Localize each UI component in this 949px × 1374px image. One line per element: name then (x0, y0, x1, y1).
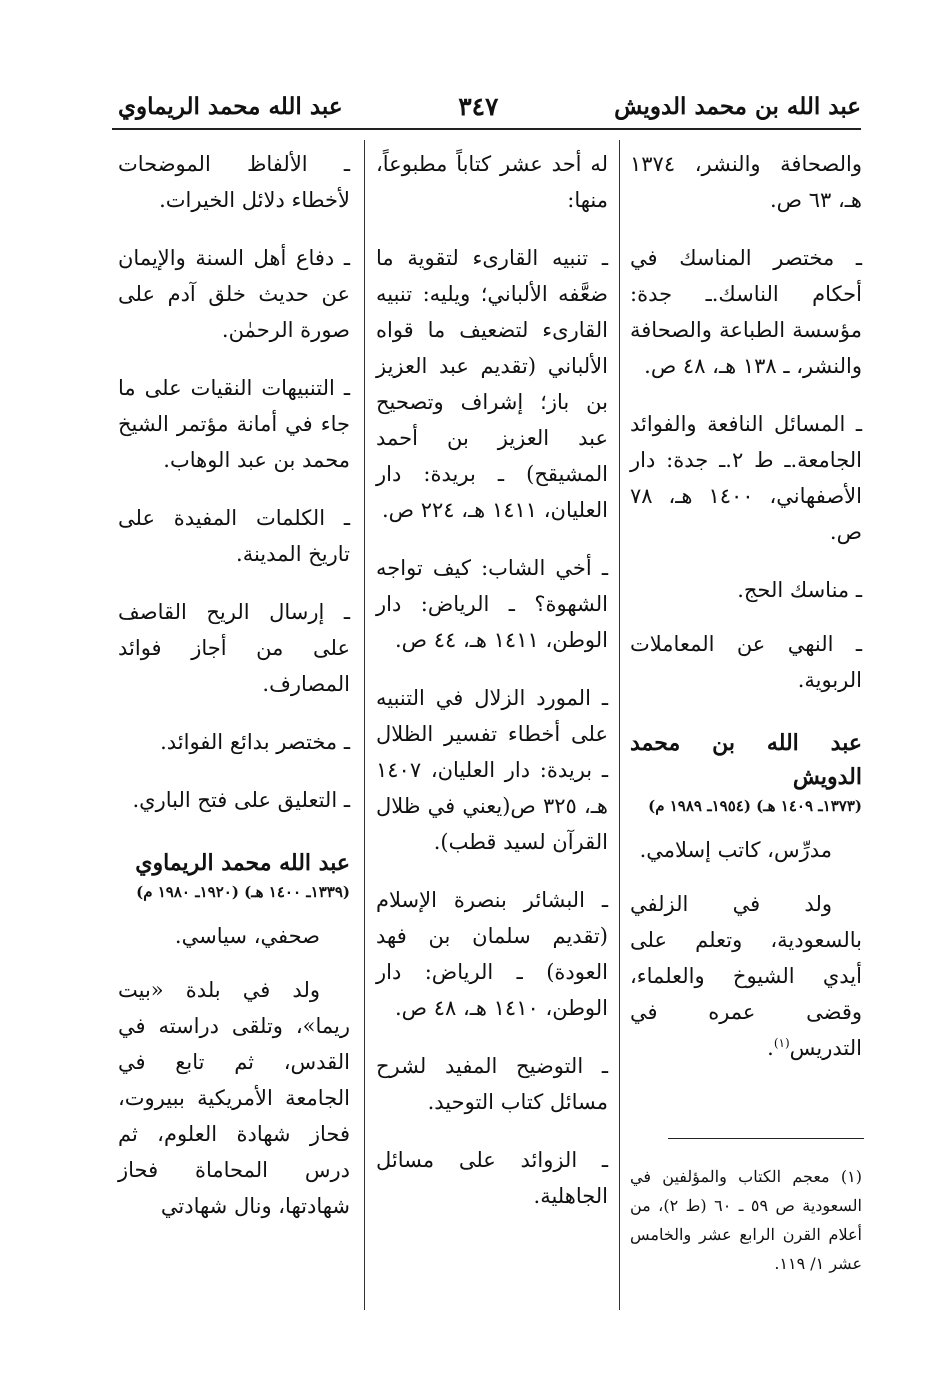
bibliography-entry: ـ مختصر بدائع الفوائد. (160, 730, 350, 754)
biography-text: ولد في بلدة «بيت ريما»، وتلقى دراسته في القدس، ثم تابع في الجامعة الأمريكية ببيروت، فحاز شهادة العلوم، ثم درس المحاماة فحاز شهادتها، ونال شهادتي (118, 978, 350, 1218)
bibliography-entry: ـ الزوائد على مسائل الجاهلية. (376, 1148, 608, 1208)
bibliography-entry: ـ الكلمات المفيدة على تاريخ المدينة. (118, 506, 350, 566)
bibliography-entry: ـ أخي الشاب: كيف تواجه الشهوة؟ ـ الرياض: دار الوطن، ١٤١١ هـ، ٤٤ ص. (376, 556, 608, 652)
running-header (118, 84, 861, 128)
biography-text-end: . (767, 1036, 774, 1060)
page-number: ٣٤٧ (458, 91, 499, 121)
header-right-author: عبد الله بن محمد الدويش (614, 92, 861, 120)
biography-dowaish (630, 726, 862, 1066)
bibliography-entry: ـ دفاع أهل السنة والإيمان عن حديث خلق آدم على صورة الرحمٰن. (118, 246, 350, 342)
biography-role: مدرِّس، كاتب إسلامي. (639, 838, 832, 862)
middle-column (376, 146, 608, 1236)
bibliography-entry: ـ التعليق على فتح الباري. (132, 788, 350, 812)
biography-text-body: ولد في الزلفي بالسعودية، وتعلم على أيدي الشيوخ والعلماء، وقضى عمره في التدريس (630, 892, 862, 1060)
bibliography-entry: ـ المسائل النافعة والفوائد الجامعة.ـ ط ٢.ـ جدة: دار الأصفهاني، ١٤٠٠ هـ، ٧٨ ص. (630, 412, 862, 544)
biography-rimawi (118, 846, 350, 1224)
bibliography-entry: ـ المورد الزلال في التنبيه على أخطاء تفسير الظلال ـ بريدة: دار العليان، ١٤٠٧ هـ، ٣٢٥ ص(يعني في ظلال القرآن لسيد قطب). (376, 686, 608, 854)
header-left-author: عبد الله محمد الريماوي (118, 92, 343, 120)
footnote-marker: (١) (773, 1036, 790, 1050)
column-divider-right (619, 140, 620, 1310)
biography-dates: (١٣٣٩ـ ١٤٠٠ هـ) (١٩٢٠ـ ١٩٨٠ م) (136, 883, 350, 901)
left-column (118, 146, 350, 1224)
bibliography-entry: والصحافة والنشر، ١٣٧٤ هـ، ٦٣ ص. (630, 152, 862, 212)
bibliography-intro: له أحد عشر كتاباً مطبوعاً، منها: (376, 152, 608, 212)
bibliography-entry: ـ البشائر بنصرة الإسلام (تقديم سلمان بن فهد العودة) ـ الرياض: دار الوطن، ١٤١٠ هـ، ٤٨ ص. (376, 888, 608, 1020)
bibliography-entry: ـ مناسك الحج. (737, 578, 862, 602)
column-divider-left (364, 140, 365, 1310)
bibliography-entry: ـ التوضيح المفيد لشرح مسائل كتاب التوحيد. (376, 1054, 608, 1114)
bibliography-entry: ـ إرسال الريح القاصف على من أجاز فوائد المصارف. (118, 600, 350, 696)
biography-name: عبد الله محمد الريماوي (135, 850, 350, 876)
right-column (630, 146, 862, 1066)
header-rule (112, 128, 861, 130)
bibliography-entry: ـ النهي عن المعاملات الربوية. (630, 632, 862, 692)
biography-dates: (١٣٧٣ـ ١٤٠٩ هـ) (١٩٥٤ـ ١٩٨٩ م) (648, 797, 862, 815)
footnote-rule (668, 1138, 864, 1139)
biography-text (630, 886, 862, 1066)
biography-name: عبد الله بن محمد الدويش (630, 730, 862, 790)
biography-role: صحفي، سياسي. (174, 924, 320, 948)
bibliography-entry: ـ التنبيهات النقيات على ما جاء في أمانة مؤتمر الشيخ محمد بن عبد الوهاب. (118, 376, 350, 472)
bibliography-entry: ـ الألفاظ الموضحات لأخطاء دلائل الخيرات. (118, 152, 350, 212)
footnote: (١) معجم الكتاب والمؤلفين في السعودية ص ٥٩ ـ ٦٠ (ط ٢)، من أعلام القرن الرابع عشر والخامس عشر ١/ ١١٩. (630, 1167, 862, 1273)
bibliography-entry: ـ مختصر المناسك في أحكام الناسك.ـ جدة: مؤسسة الطباعة والصحافة والنشر، ـ ١٣٨ هـ، ٤٨ ص. (630, 246, 862, 378)
bibliography-entry: ـ تنبيه القارىء لتقوية ما ضعَّفه الألباني؛ ويليه: تنبيه القارىء لتضعيف ما قواه الألباني (تقديم عبد العزيز بن باز؛ إشراف وتصحيح عبد العزيز بن أحمد المشيقح) ـ بريدة: دار العليان، ١٤١١ هـ، ٢٢٤ ص. (376, 246, 608, 522)
